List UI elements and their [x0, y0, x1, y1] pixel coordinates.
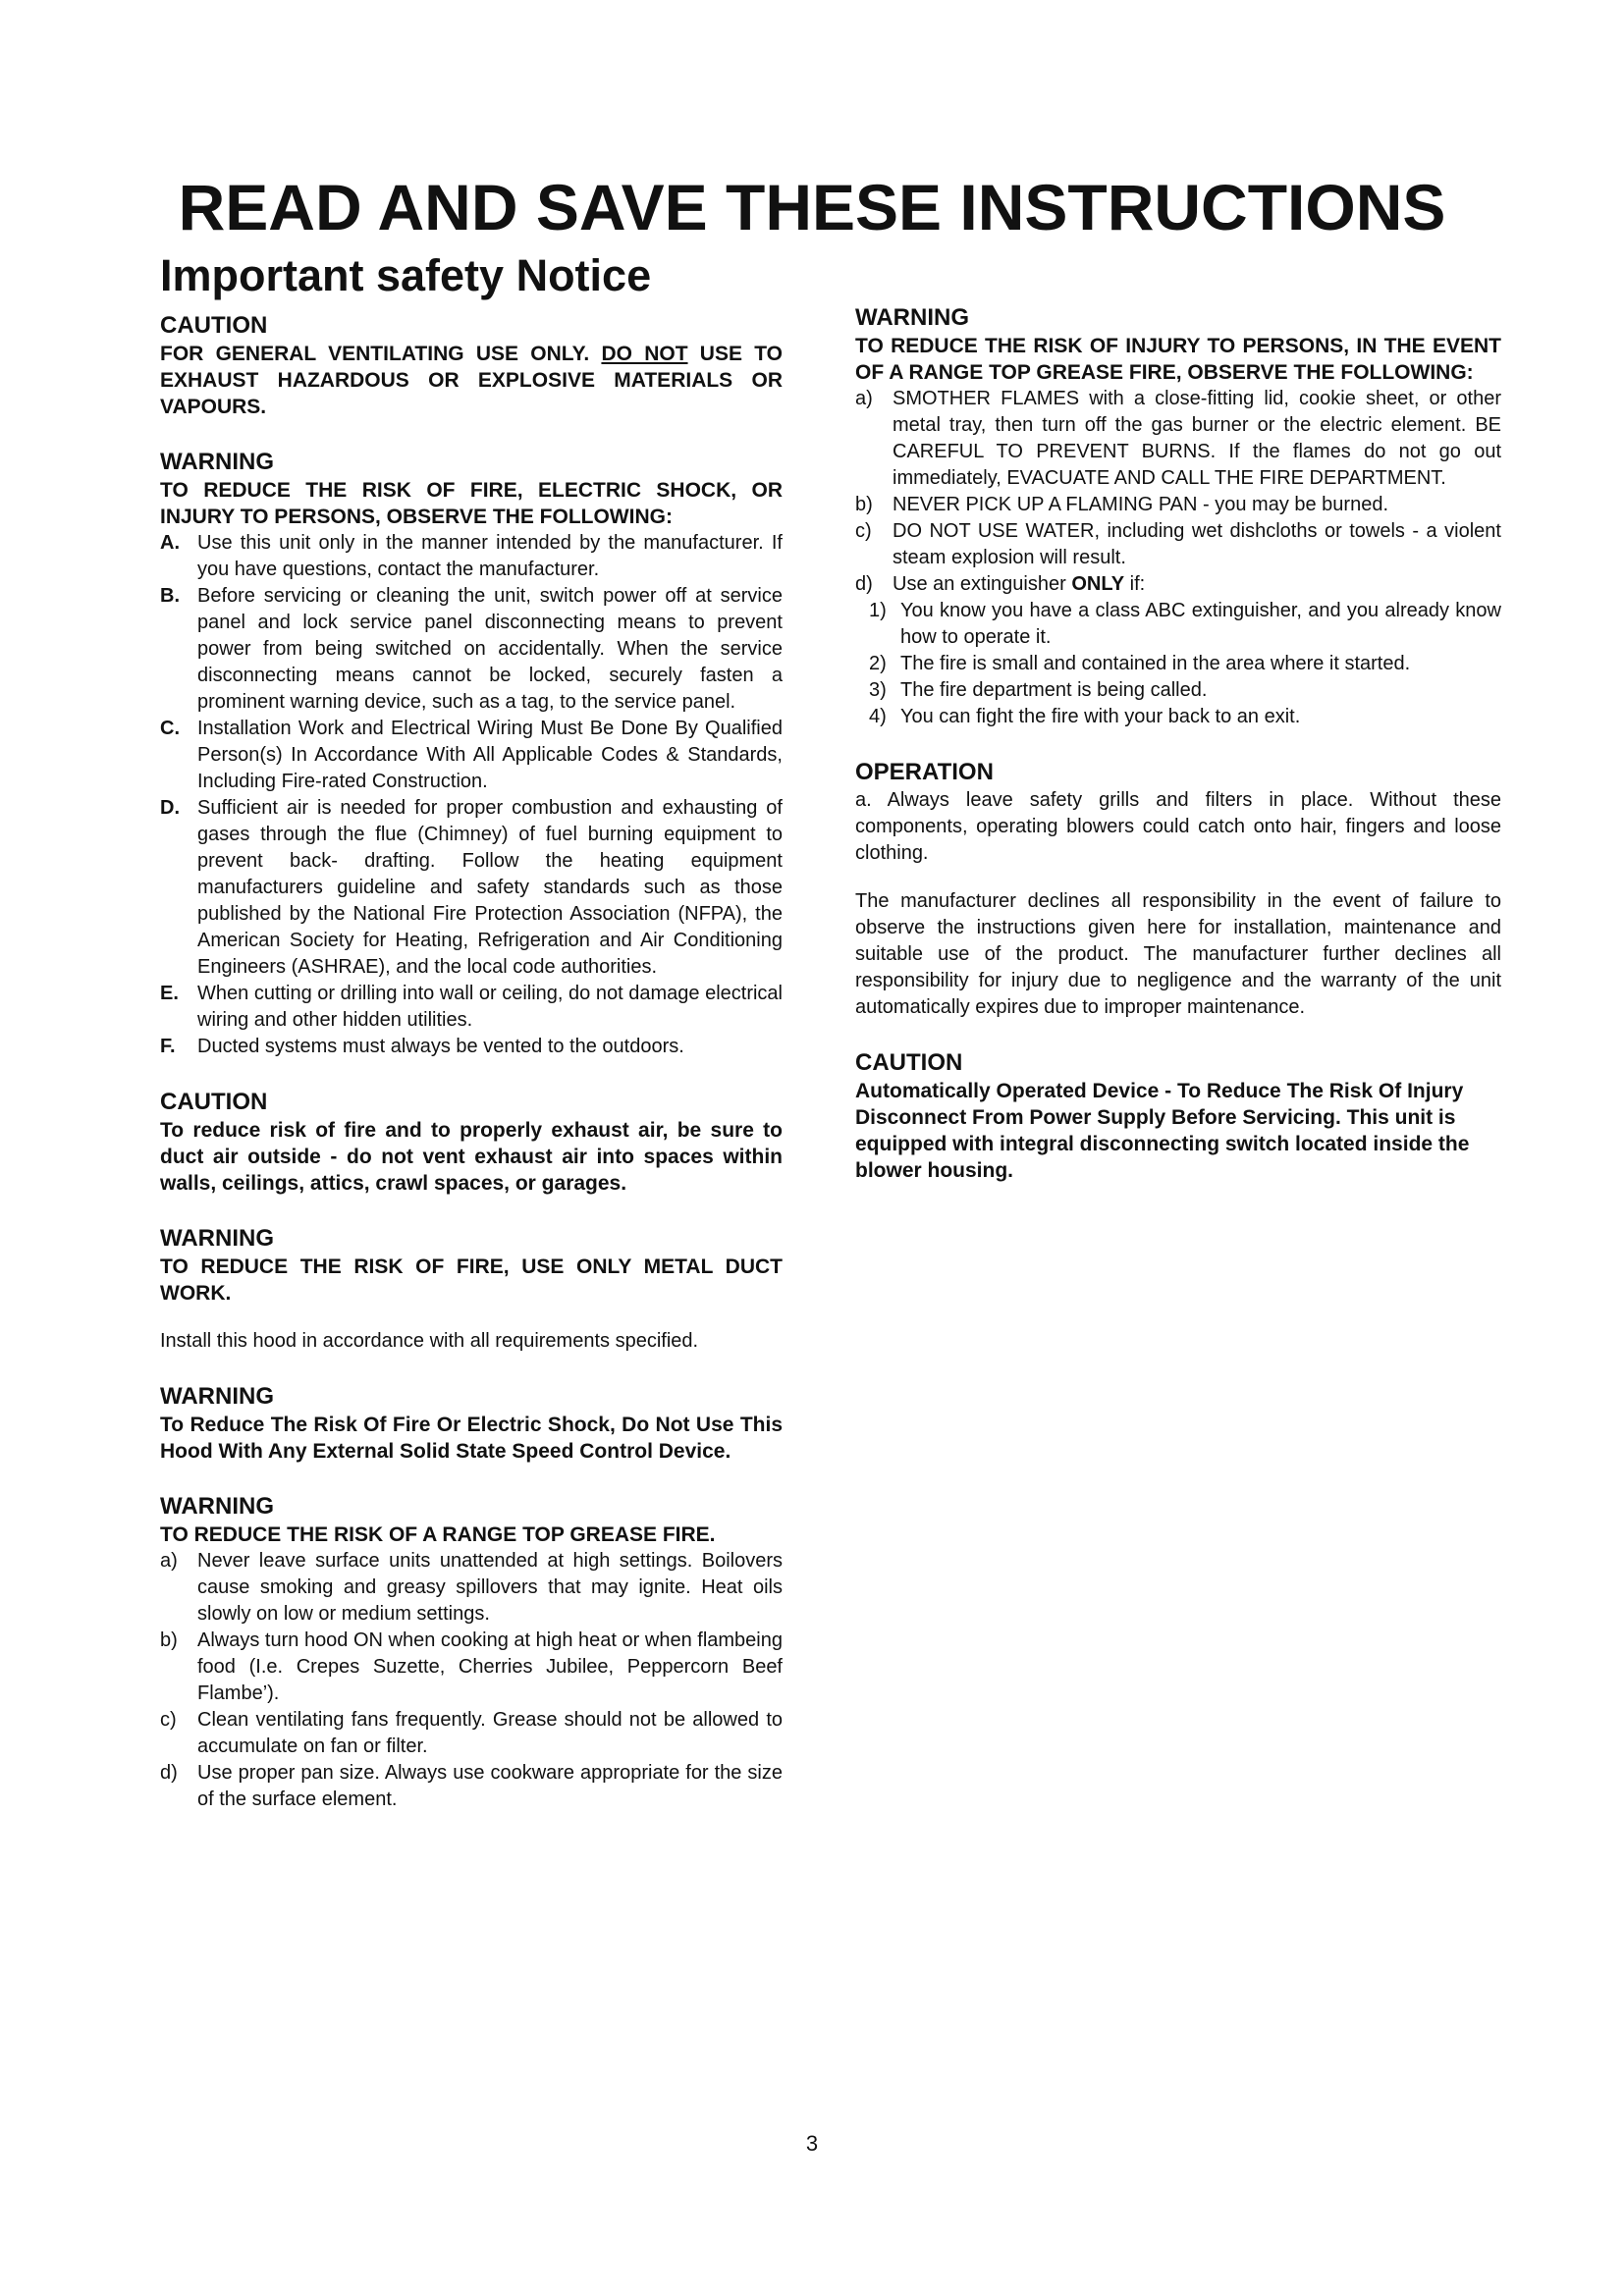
list-marker: D. — [160, 797, 180, 819]
caution-general-ventilating — [160, 311, 783, 420]
numbered-list — [855, 598, 1501, 730]
list-item-text: NEVER PICK UP A FLAMING PAN - you may be burned. — [893, 494, 1389, 515]
list-item-text: Ducted systems must always be vented to the outdoors. — [197, 1036, 684, 1057]
list-marker: F. — [160, 1036, 176, 1057]
list-marker: a) — [160, 1550, 178, 1572]
section-subheading: To reduce risk of fire and to properly exhaust air, be sure to duct air outside - do not vent exhaust air into spaces within walls, ceilings, attics, crawl spaces, or garages. — [160, 1119, 783, 1195]
list-item-text: Clean ventilating fans frequently. Grease should not be allowed to accumulate on fan or filter. — [197, 1709, 783, 1757]
list-marker: 3) — [869, 679, 887, 701]
section-heading: WARNING — [160, 1225, 274, 1252]
section-subheading — [160, 341, 783, 420]
list-marker: c) — [160, 1709, 177, 1731]
list-item-text: Use an extinguisher — [893, 573, 1072, 595]
list-item — [855, 677, 1501, 704]
list-item — [855, 492, 1501, 518]
list-item — [160, 981, 783, 1034]
list-item-text: Use proper pan size. Always use cookware appropriate for the size of the surface element. — [197, 1762, 783, 1810]
section-subheading: To Reduce The Risk Of Fire Or Electric Shock, Do Not Use This Hood With Any External Solid State Speed Control Device. — [160, 1414, 783, 1463]
section-heading: WARNING — [160, 1493, 274, 1520]
page-subtitle: Important safety Notice — [160, 250, 652, 300]
instruction-list — [160, 530, 783, 1060]
list-item — [855, 704, 1501, 730]
list-marker: b) — [855, 494, 873, 515]
warning-fire-shock-injury — [160, 448, 783, 1060]
list-item-text: Before servicing or cleaning the unit, switch power off at service panel and lock service panel disconnecting means to prevent power from being switched on accidentally. When the service disconnecting means cannot be locked, securely fasten a prominent warning device, such as a tag, to the service panel. — [197, 585, 783, 713]
list-item-text: The fire department is being called. — [900, 679, 1208, 701]
list-marker: E. — [160, 983, 179, 1004]
instruction-list — [855, 386, 1501, 598]
caution-text-end: USE TO EXHAUST HAZARDOUS OR EXPLOSIVE MATERIALS OR VAPOURS. — [160, 343, 784, 418]
instruction-list — [160, 1548, 783, 1813]
list-item — [160, 716, 783, 795]
list-item-text: When cutting or drilling into wall or ceiling, do not damage electrical wiring and other hidden utilities. — [197, 983, 783, 1031]
section-subheading: TO REDUCE THE RISK OF A RANGE TOP GREASE FIRE. — [160, 1523, 716, 1546]
section-heading: WARNING — [160, 1383, 274, 1410]
list-item — [855, 571, 1501, 598]
list-item — [855, 518, 1501, 571]
warning-range-top-grease-fire — [160, 1492, 783, 1813]
section-subheading: TO REDUCE THE RISK OF FIRE, ELECTRIC SHOCK, OR INJURY TO PERSONS, OBSERVE THE FOLLOWING: — [160, 479, 783, 528]
do-not-underlined: DO NOT — [601, 343, 688, 365]
list-item — [160, 1034, 783, 1060]
list-item — [160, 530, 783, 583]
manufacturer-disclaimer: The manufacturer declines all responsibility in the event of failure to observe the instructions given here for installation, maintenance and suitable use of the product. The manufacturer further declines all responsibility for injury due to negligence and the warranty of the unit automatically expires due to improper maintenance. — [855, 890, 1501, 1018]
list-marker: B. — [160, 585, 180, 607]
list-item — [160, 1707, 783, 1760]
section-heading: WARNING — [160, 449, 274, 475]
list-marker: 4) — [869, 706, 887, 727]
list-item — [160, 1548, 783, 1628]
list-item-text: The fire is small and contained in the area where it started. — [900, 653, 1411, 674]
section-heading: CAUTION — [855, 1049, 963, 1076]
section-heading: OPERATION — [855, 759, 994, 785]
page-number: 3 — [805, 2131, 819, 2156]
list-item — [855, 386, 1501, 492]
list-item — [160, 795, 783, 981]
install-note: Install this hood in accordance with all requirements specified. — [160, 1330, 699, 1352]
list-item-text: Use this unit only in the manner intended by the manufacturer. If you have questions, contact the manufacturer. — [197, 532, 783, 580]
list-marker: A. — [160, 532, 180, 554]
list-marker: C. — [160, 718, 180, 739]
warning-grease-fire-injury — [855, 303, 1501, 730]
list-item — [855, 651, 1501, 677]
operation-section — [855, 758, 1501, 1021]
caution-text-start: FOR GENERAL VENTILATING USE ONLY. — [160, 343, 602, 365]
left-column — [160, 311, 783, 1813]
caution-automatic-device — [855, 1048, 1501, 1184]
list-marker: 2) — [869, 653, 887, 674]
list-item-text: You know you have a class ABC extinguisher, and you already know how to operate it. — [900, 600, 1501, 648]
operation-text: a. Always leave safety grills and filters in place. Without these components, operating blowers could catch onto hair, fingers and loose clothing. — [855, 789, 1501, 864]
list-item-text-end: if: — [1124, 573, 1146, 595]
caution-duct-outside — [160, 1088, 783, 1197]
section-subheading: TO REDUCE THE RISK OF INJURY TO PERSONS, IN THE EVENT OF A RANGE TOP GREASE FIRE, OBSERVE THE FOLLOWING: — [855, 335, 1501, 384]
list-marker: c) — [855, 520, 872, 542]
list-item — [160, 1760, 783, 1813]
list-item-text: Sufficient air is needed for proper combustion and exhausting of gases through the flue (Chimney) of fuel burning equipment to prevent back- drafting. Follow the heating equipment manufacturers guideline and safety standards such as those published by the National Fire Protection Association (NFPA), the American Society for Heating, Refrigeration and Air Conditioning Engineers (ASHRAE), and the local code authorities. — [197, 797, 783, 978]
list-item-text: DO NOT USE WATER, including wet dishcloths or towels - a violent steam explosion will result. — [893, 520, 1501, 568]
warning-speed-control — [160, 1382, 783, 1465]
list-item — [855, 598, 1501, 651]
section-heading: CAUTION — [160, 1089, 268, 1115]
section-subheading: TO REDUCE THE RISK OF FIRE, USE ONLY METAL DUCT WORK. — [160, 1255, 783, 1305]
list-item-text: Installation Work and Electrical Wiring Must Be Done By Qualified Person(s) In Accordance With All Applicable Codes & Standards, Including Fire-rated Construction. — [197, 718, 783, 792]
only-emphasis: ONLY — [1071, 573, 1125, 595]
list-item-text: Never leave surface units unattended at high settings. Boilovers cause smoking and greasy spillovers that may ignite. Heat oils slowly on low or medium settings. — [197, 1550, 783, 1625]
list-marker: b) — [160, 1629, 178, 1651]
list-marker: d) — [855, 573, 873, 595]
list-item — [160, 583, 783, 716]
section-heading: CAUTION — [160, 312, 268, 339]
list-item-text: Always turn hood ON when cooking at high heat or when flambeing food (I.e. Crepes Suzette, Cherries Jubilee, Peppercorn Beef Flambe’). — [197, 1629, 783, 1704]
list-marker: 1) — [869, 600, 887, 621]
section-heading: WARNING — [855, 304, 969, 331]
list-marker: d) — [160, 1762, 178, 1784]
warning-metal-duct — [160, 1224, 783, 1355]
section-subheading: Automatically Operated Device - To Reduce The Risk Of Injury Disconnect From Power Supply Before Servicing. This unit is equipped with integral disconnecting switch located inside the blower housing. — [855, 1080, 1470, 1182]
list-marker: a) — [855, 388, 873, 409]
list-item — [160, 1628, 783, 1707]
right-column — [855, 303, 1501, 1184]
list-item-text: SMOTHER FLAMES with a close-fitting lid, cookie sheet, or other metal tray, then turn off the gas burner or the electric element. BE CAREFUL TO PREVENT BURNS. If the flames do not go out immediately, EVACUATE AND CALL THE FIRE DEPARTMENT. — [893, 388, 1501, 489]
list-item-text: You can fight the fire with your back to an exit. — [900, 706, 1301, 727]
page-title: READ AND SAVE THESE INSTRUCTIONS — [178, 171, 1446, 243]
